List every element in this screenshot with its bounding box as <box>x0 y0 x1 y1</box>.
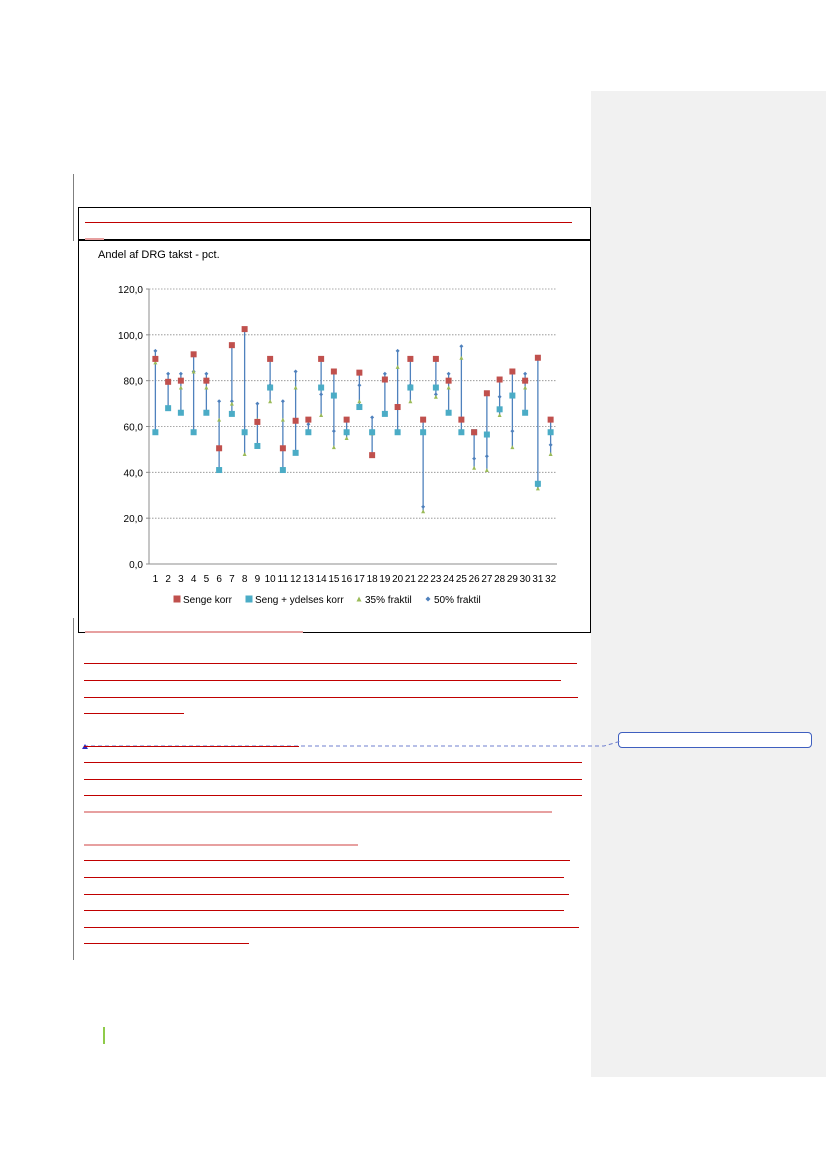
x-tick-label: 26 <box>468 574 481 585</box>
data-point-seng-ydelses-korr <box>178 410 184 416</box>
data-point-50-fraktil <box>459 344 463 348</box>
data-point-senge-korr <box>293 418 299 424</box>
data-point-senge-korr <box>420 417 426 423</box>
x-tick-label: 1 <box>152 574 159 585</box>
data-point-senge-korr <box>178 378 184 384</box>
data-point-50-fraktil <box>549 443 553 447</box>
data-point-senge-korr <box>254 419 260 425</box>
data-point-seng-ydelses-korr <box>242 429 248 435</box>
x-tick-label: 31 <box>532 574 544 585</box>
revision-line <box>84 877 564 878</box>
chart-svg <box>79 241 592 634</box>
data-point-seng-ydelses-korr <box>369 429 375 435</box>
data-point-senge-korr <box>280 445 286 451</box>
data-point-senge-korr <box>407 356 413 362</box>
y-tick-label: 0,0 <box>129 560 143 571</box>
data-point-seng-ydelses-korr <box>254 443 260 449</box>
x-tick-label: 29 <box>506 574 519 585</box>
data-point-seng-ydelses-korr <box>535 481 541 487</box>
data-point-senge-korr <box>509 369 515 375</box>
data-point-50-fraktil <box>357 383 361 387</box>
data-point-35-fraktil <box>217 418 221 422</box>
data-point-seng-ydelses-korr <box>522 410 528 416</box>
x-tick-label: 18 <box>366 574 379 585</box>
revision-line <box>84 811 552 813</box>
data-point-35-fraktil <box>204 386 208 390</box>
data-point-35-fraktil <box>230 402 234 406</box>
data-point-seng-ydelses-korr <box>216 467 222 473</box>
data-point-50-fraktil <box>485 454 489 458</box>
y-tick-label: 60,0 <box>123 422 143 434</box>
data-point-50-fraktil <box>370 415 374 419</box>
data-point-50-fraktil <box>281 399 285 403</box>
data-point-35-fraktil <box>472 466 476 470</box>
data-point-35-fraktil <box>408 399 412 403</box>
data-point-seng-ydelses-korr <box>280 467 286 473</box>
x-tick-label: 12 <box>290 574 302 585</box>
revision-line <box>84 779 582 780</box>
data-point-35-fraktil <box>536 486 540 490</box>
legend-label: 35% fraktil <box>365 595 412 606</box>
y-tick-label: 80,0 <box>123 376 143 388</box>
data-point-50-fraktil <box>319 392 323 396</box>
data-point-35-fraktil <box>485 468 489 472</box>
data-point-seng-ydelses-korr <box>331 393 337 399</box>
revision-line <box>84 713 184 714</box>
x-tick-label: 4 <box>190 574 197 585</box>
data-point-35-fraktil <box>243 452 247 456</box>
data-point-seng-ydelses-korr <box>548 429 554 435</box>
data-point-50-fraktil <box>166 372 170 376</box>
data-point-senge-korr <box>344 417 350 423</box>
x-tick-label: 7 <box>229 574 235 585</box>
data-point-seng-ydelses-korr <box>395 429 401 435</box>
data-point-senge-korr <box>356 370 362 376</box>
data-point-35-fraktil <box>319 413 323 417</box>
page-corner-mark <box>103 1027 105 1044</box>
data-point-50-fraktil <box>510 429 514 433</box>
data-point-seng-ydelses-korr <box>305 429 311 435</box>
legend-marker <box>174 596 181 603</box>
data-point-50-fraktil <box>153 349 157 353</box>
data-point-seng-ydelses-korr <box>229 411 235 417</box>
revision-line <box>85 631 303 633</box>
revision-line <box>84 894 569 895</box>
x-tick-label: 25 <box>455 574 468 585</box>
data-point-50-fraktil <box>332 429 336 433</box>
data-point-35-fraktil <box>459 356 463 360</box>
revision-line <box>84 746 299 747</box>
data-point-senge-korr <box>484 390 490 396</box>
y-tick-label: 20,0 <box>123 514 143 526</box>
data-point-50-fraktil <box>447 372 451 376</box>
figure-caption-frame <box>78 207 591 240</box>
data-point-senge-korr <box>229 342 235 348</box>
data-point-senge-korr <box>369 452 375 458</box>
data-point-35-fraktil <box>281 418 285 422</box>
y-tick-label: 40,0 <box>123 468 143 480</box>
data-point-35-fraktil <box>447 386 451 390</box>
legend-marker <box>246 596 253 603</box>
change-bar <box>73 618 74 960</box>
x-tick-label: 8 <box>241 574 248 585</box>
data-point-50-fraktil <box>383 372 387 376</box>
revision-line <box>84 860 570 861</box>
data-point-seng-ydelses-korr <box>191 429 197 435</box>
data-point-senge-korr <box>471 429 477 435</box>
x-tick-label: 21 <box>404 574 417 585</box>
x-tick-label: 30 <box>519 574 532 585</box>
revision-line <box>84 762 582 763</box>
data-point-senge-korr <box>191 351 197 357</box>
data-point-50-fraktil <box>421 505 425 509</box>
revision-line <box>84 663 577 664</box>
x-tick-label: 11 <box>277 574 289 585</box>
data-point-50-fraktil <box>217 399 221 403</box>
data-point-35-fraktil <box>498 413 502 417</box>
x-tick-label: 13 <box>302 574 315 585</box>
data-point-senge-korr <box>267 356 273 362</box>
data-point-seng-ydelses-korr <box>407 385 413 391</box>
comment-balloon[interactable] <box>618 732 812 748</box>
legend-marker <box>426 597 431 602</box>
data-point-senge-korr <box>203 378 209 384</box>
data-point-seng-ydelses-korr <box>267 385 273 391</box>
chart-frame <box>78 240 591 633</box>
data-point-50-fraktil <box>204 372 208 376</box>
x-tick-label: 22 <box>417 574 430 585</box>
data-point-seng-ydelses-korr <box>484 432 490 438</box>
data-point-35-fraktil <box>357 399 361 403</box>
data-point-35-fraktil <box>294 386 298 390</box>
data-point-senge-korr <box>446 378 452 384</box>
data-point-seng-ydelses-korr <box>344 429 350 435</box>
legend-label: Senge korr <box>183 595 232 606</box>
data-point-senge-korr <box>497 377 503 383</box>
data-point-seng-ydelses-korr <box>446 410 452 416</box>
legend-label: Seng + ydelses korr <box>255 595 344 606</box>
data-point-senge-korr <box>458 417 464 423</box>
revision-line <box>85 222 572 223</box>
x-tick-label: 28 <box>494 574 506 585</box>
data-point-senge-korr <box>242 326 248 332</box>
data-point-seng-ydelses-korr <box>356 404 362 410</box>
x-tick-label: 16 <box>341 574 353 585</box>
data-point-senge-korr <box>535 355 541 361</box>
data-point-35-fraktil <box>523 386 527 390</box>
x-tick-label: 5 <box>203 574 210 585</box>
revision-line <box>84 680 561 681</box>
x-tick-label: 9 <box>254 574 261 585</box>
data-point-senge-korr <box>433 356 439 362</box>
x-tick-label: 32 <box>545 574 557 585</box>
x-tick-label: 3 <box>178 574 184 585</box>
revision-line <box>84 943 249 944</box>
data-point-35-fraktil <box>549 452 553 456</box>
data-point-35-fraktil <box>179 386 183 390</box>
data-point-seng-ydelses-korr <box>152 429 158 435</box>
y-tick-label: 120,0 <box>117 285 143 296</box>
data-point-50-fraktil <box>255 402 259 406</box>
data-point-50-fraktil <box>179 372 183 376</box>
x-tick-label: 19 <box>379 574 391 585</box>
data-point-senge-korr <box>216 445 222 451</box>
data-point-50-fraktil <box>396 349 400 353</box>
data-point-senge-korr <box>548 417 554 423</box>
data-point-35-fraktil <box>332 445 336 449</box>
x-tick-label: 20 <box>392 574 404 585</box>
change-bar <box>73 174 74 241</box>
x-tick-label: 17 <box>353 574 366 585</box>
x-tick-label: 24 <box>443 574 455 585</box>
data-point-35-fraktil <box>510 445 514 449</box>
x-tick-label: 27 <box>481 574 493 585</box>
data-point-35-fraktil <box>421 509 425 513</box>
data-point-seng-ydelses-korr <box>458 429 464 435</box>
data-point-seng-ydelses-korr <box>165 405 171 411</box>
chart-title: Andel af DRG takst - pct. <box>98 249 220 261</box>
legend-marker <box>357 597 362 602</box>
x-tick-label: 14 <box>315 574 328 585</box>
data-point-50-fraktil <box>306 422 310 426</box>
x-tick-label: 10 <box>264 574 277 585</box>
data-point-seng-ydelses-korr <box>433 385 439 391</box>
revision-line <box>84 844 358 846</box>
data-point-50-fraktil <box>472 457 476 461</box>
data-point-senge-korr <box>331 369 337 375</box>
revision-line <box>84 910 564 911</box>
data-point-seng-ydelses-korr <box>509 393 515 399</box>
data-point-35-fraktil <box>396 365 400 369</box>
data-point-senge-korr <box>395 404 401 410</box>
data-point-50-fraktil <box>498 395 502 399</box>
x-tick-label: 6 <box>216 574 222 585</box>
data-point-seng-ydelses-korr <box>382 411 388 417</box>
legend-label: 50% fraktil <box>434 595 481 606</box>
data-point-seng-ydelses-korr <box>497 406 503 412</box>
x-tick-label: 2 <box>165 574 171 585</box>
x-tick-label: 15 <box>328 574 340 585</box>
data-point-senge-korr <box>165 379 171 385</box>
data-point-seng-ydelses-korr <box>318 385 324 391</box>
revision-line <box>84 697 578 698</box>
data-point-35-fraktil <box>268 399 272 403</box>
data-point-senge-korr <box>522 378 528 384</box>
data-point-senge-korr <box>152 356 158 362</box>
data-point-35-fraktil <box>434 395 438 399</box>
data-point-seng-ydelses-korr <box>420 429 426 435</box>
y-tick-label: 100,0 <box>117 330 143 342</box>
data-point-seng-ydelses-korr <box>203 410 209 416</box>
revision-line <box>84 927 579 928</box>
x-tick-label: 23 <box>430 574 442 585</box>
data-point-seng-ydelses-korr <box>293 450 299 456</box>
data-point-35-fraktil <box>345 436 349 440</box>
data-point-senge-korr <box>382 377 388 383</box>
data-point-50-fraktil <box>294 370 298 374</box>
data-point-50-fraktil <box>523 372 527 376</box>
comment-pane <box>591 91 826 1077</box>
data-point-senge-korr <box>305 417 311 423</box>
data-point-senge-korr <box>318 356 324 362</box>
revision-line <box>84 795 582 796</box>
